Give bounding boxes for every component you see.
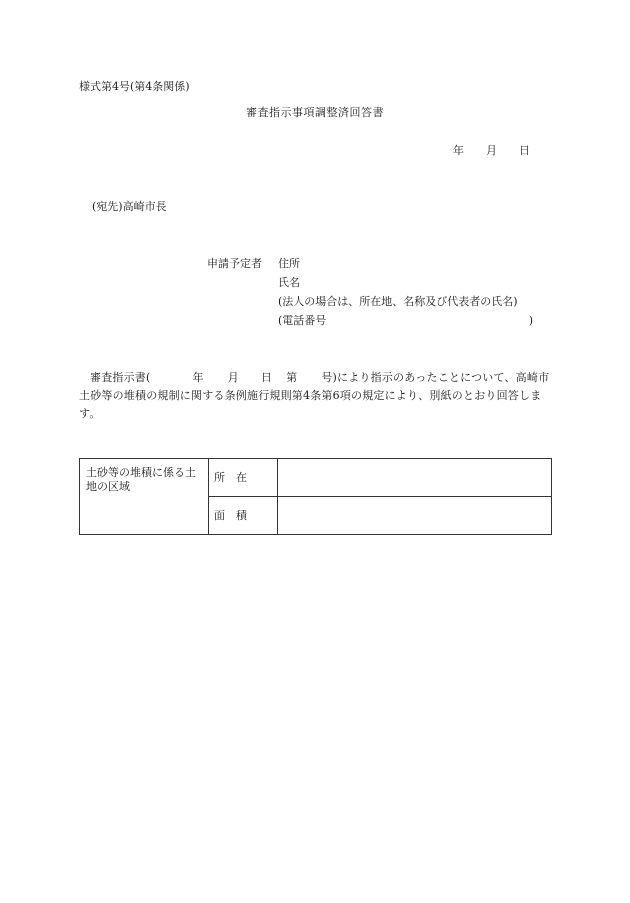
body-rest: により指示のあったことについて、高崎市土砂等の堆積の規制に関する条例施行規則第4条第6項の規定により、別紙のとおり回答します。 <box>79 371 550 420</box>
area-value-cell[interactable] <box>278 497 552 535</box>
table-row-location <box>80 459 552 497</box>
applicant-name-label: 氏名 <box>278 276 300 289</box>
date-day: 日 <box>519 144 530 157</box>
phone-close-paren: ) <box>528 314 533 327</box>
body-start: 審査指示書( <box>90 371 151 384</box>
corporation-note: (法人の場合は、所在地、名称及び代表者の氏名) <box>278 295 518 308</box>
location-value-cell[interactable] <box>278 459 552 497</box>
body-month: 月 <box>227 371 239 384</box>
form-number: 様式第4号(第4条関係) <box>79 80 190 93</box>
date-year: 年 <box>453 144 464 157</box>
body-number-prefix: 第 <box>286 371 298 384</box>
addressee: (宛先)高崎市長 <box>92 200 167 213</box>
document-title: 審査指示事項調整済回答書 <box>246 106 384 119</box>
phone-number-line <box>278 314 533 328</box>
applicant-label: 申請予定者 <box>207 257 262 270</box>
date-line <box>453 144 530 158</box>
body-year: 年 <box>192 371 204 384</box>
phone-label: (電話番号 <box>278 314 327 327</box>
land-area-table <box>79 458 552 535</box>
date-month: 月 <box>486 144 497 157</box>
body-number-suffix: 号) <box>321 371 338 384</box>
body-day: 日 <box>260 371 273 384</box>
applicant-address-label: 住所 <box>278 257 300 270</box>
location-label-cell: 所 在 <box>209 459 278 497</box>
body-paragraph <box>79 369 551 423</box>
region-label-cell: 土砂等の堆積に係る土地の区域 <box>80 459 209 535</box>
area-label-cell: 面 積 <box>209 497 278 535</box>
